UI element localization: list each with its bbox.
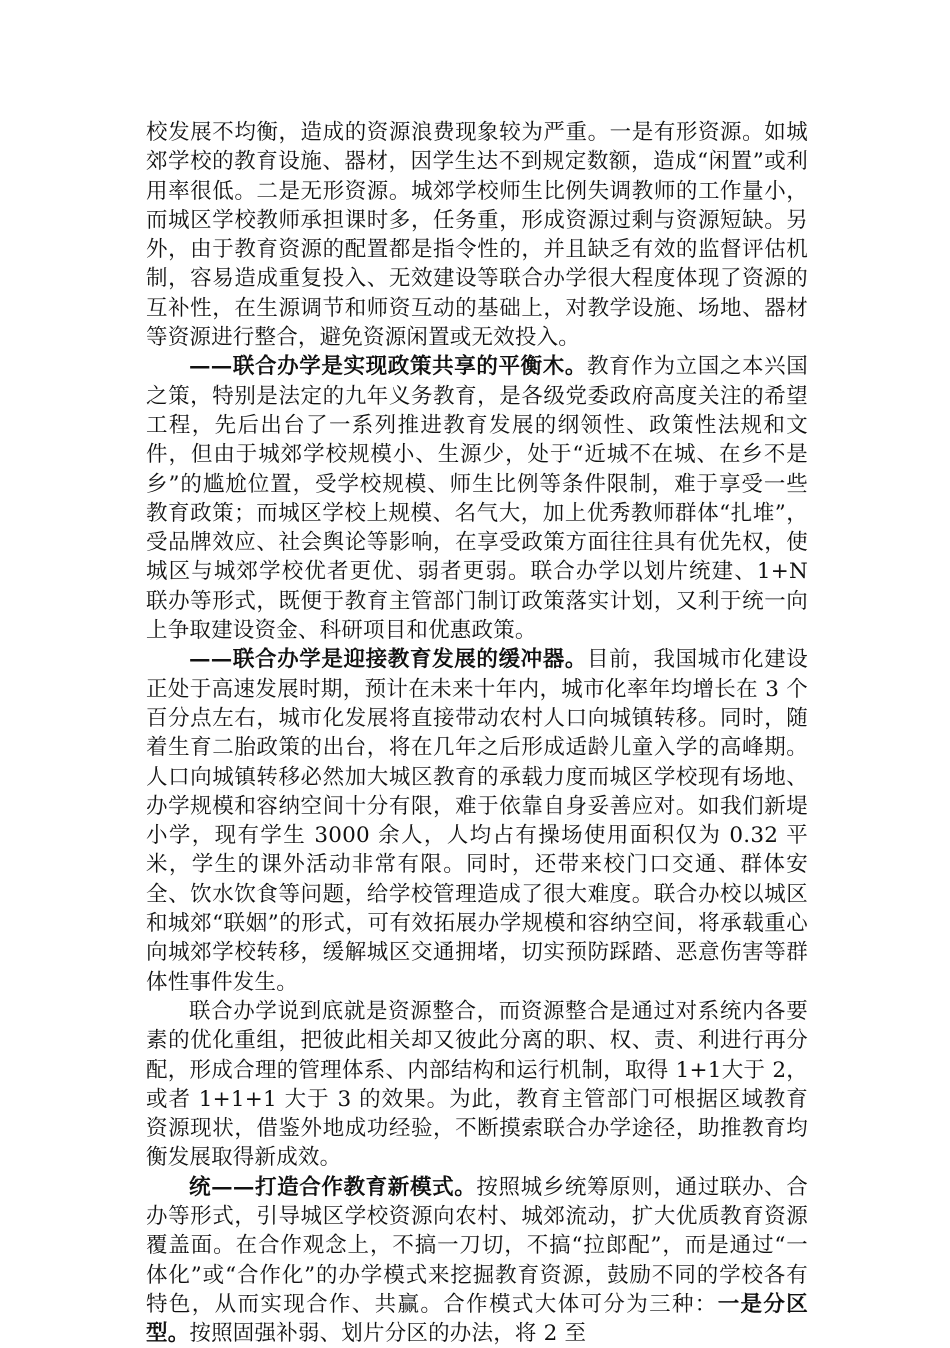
paragraph-lead-heading: 统——打造合作教育新模式。 (189, 1174, 477, 1200)
paragraph-inline-heading: 一是分区型。 (146, 1291, 808, 1347)
paragraph-lead-heading: ——联合办学是迎接教育发展的缓冲器。 (189, 647, 588, 673)
paragraph-cooperation-model (146, 1173, 808, 1348)
paragraph-development-buffer (146, 645, 808, 997)
paragraph-tail: 按照固强补弱、划片分区的办法，将 2 至 (189, 1321, 587, 1347)
paragraph-body: 联合办学说到底就是资源整合，而资源整合是通过对系统内各要素的优化重组，把彼此相关却又彼此分离的职、权、责、利进行再分配，形成合理的管理体系、内部结构和运行机制，取得 1+1大于 2，或者 1+1+1 大于 3 的效果。为此，教育主管部门可根据区域教育资源现状，借鉴外地成功经验，不断摸索联合办学途径，助推教育均衡发展取得新成效。 (146, 998, 808, 1171)
paragraph-policy-sharing (146, 352, 808, 645)
document-page (146, 118, 808, 1348)
paragraph-lead-heading: ——联合办学是实现政策共享的平衡木。 (189, 354, 588, 380)
paragraph-resource-integration (146, 997, 808, 1173)
paragraph-body: 按照城乡统筹原则，通过联办、合办等形式，引导城区学校资源向农村、城郊流动，扩大优质教育资源覆盖面。在合作观念上，不搞一刀切，不搞“拉郎配”，而是通过“一体化”或“合作化”的办学模式来挖掘教育资源，鼓励不同的学校各有特色，从而实现合作、共赢。合作模式大体可分为三种： (146, 1174, 808, 1317)
paragraph-body: 目前，我国城市化建设正处于高速发展时期，预计在未来十年内，城市化率年均增长在 3 个百分点左右，城市化发展将直接带动农村人口向城镇转移。同时，随着生育二胎政策的出台，将在几年之后形成适龄儿童入学的高峰期。人口向城镇转移必然加大城区教育的承载力度而城区学校现有场地、办学规模和容纳空间十分有限，难于依靠自身妥善应对。如我们新堤小学，现有学生 3000 余人，人均占有操场使用面积仅为 0.32 平米，学生的课外活动非常有限。同时，还带来校门口交通、群体安全、饮水饮食等问题，给学校管理造成了很大难度。联合办校以城区和城郊“联姻”的形式，可有效拓展办学规模和容纳空间，将承载重心向城郊学校转移，缓解城区交通拥堵，切实预防踩踏、恶意伤害等群体性事件发生。 (146, 647, 808, 995)
paragraph-resource-waste (146, 118, 808, 352)
paragraph-body: 校发展不均衡，造成的资源浪费现象较为严重。一是有形资源。如城郊学校的教育设施、器材，因学生达不到规定数额，造成“闲置”或利用率很低。二是无形资源。城郊学校师生比例失调教师的工作量小，而城区学校教师承担课时多，任务重，形成资源过剩与资源短缺。另外，由于教育资源的配置都是指令性的，并且缺乏有效的监督评估机制，容易造成重复投入、无效建设等联合办学很大程度体现了资源的互补性，在生源调节和师资互动的基础上，对教学设施、场地、器材等资源进行整合，避免资源闲置或无效投入。 (146, 120, 808, 351)
paragraph-body: 教育作为立国之本兴国之策，特别是法定的九年义务教育，是各级党委政府高度关注的希望工程，先后出台了一系列推进教育发展的纲领性、政策性法规和文件，但由于城郊学校规模小、生源少，处于“近城不在城、在乡不是乡”的尴尬位置，受学校规模、师生比例等条件限制，难于享受一些教育政策；而城区学校上规模、名气大，加上优秀教师群体“扎堆”，受品牌效应、社会舆论等影响，在享受政策方面往往具有优先权，使城区与城郊学校优者更优、弱者更弱。联合办学以划片统建、1+N 联办等形式，既便于教育主管部门制订政策落实计划，又利于统一向上争取建设资金、科研项目和优惠政策。 (146, 354, 808, 644)
